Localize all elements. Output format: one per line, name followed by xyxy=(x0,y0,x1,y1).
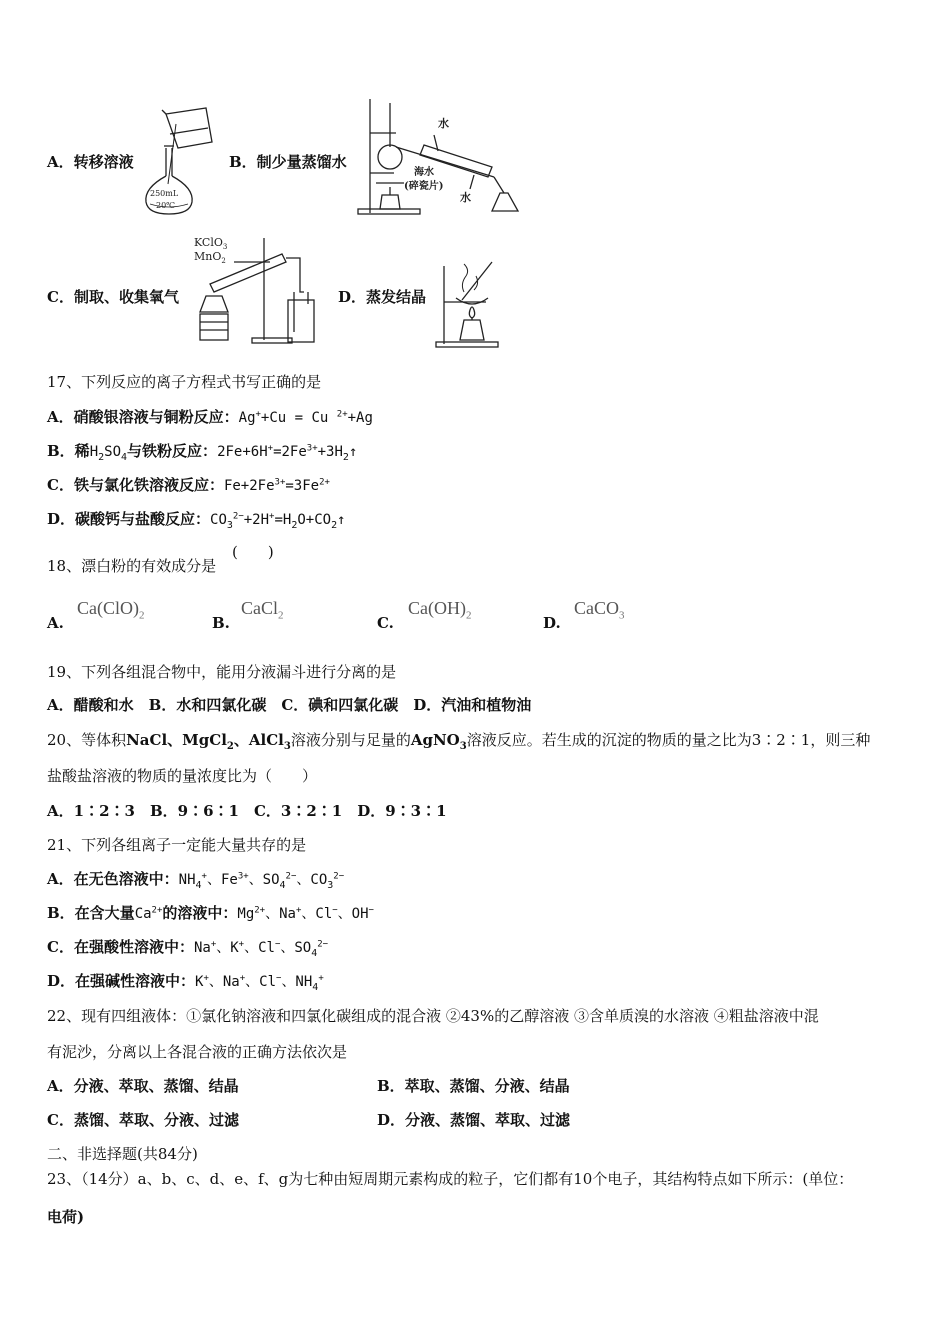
q18-formula-c: $Ca(OH)_2$ xyxy=(408,598,472,622)
q17-option-b: B．稀$H_2SO_4$与铁粉反应：$2Fe+6H^+=2Fe^{3+}+3H_2↑$ xyxy=(47,442,358,463)
q22-option-b: B．萃取、蒸馏、分液、结晶 xyxy=(377,1077,570,1095)
q22-stem-line2: 有泥沙，分离以上各混合液的正确方法依次是 xyxy=(47,1043,348,1061)
option-b-label: B．制少量蒸馏水 xyxy=(229,153,347,171)
q17-stem: 17、下列反应的离子方程式书写正确的是 xyxy=(47,373,322,391)
q18-formula-d: CaCO$_3$ xyxy=(574,598,625,622)
q22-option-d: D．分液、蒸馏、萃取、过滤 xyxy=(377,1111,571,1129)
q19-stem: 19、下列各组混合物中，能用分液漏斗进行分离的是 xyxy=(47,663,397,681)
water-inlet-label: 水 xyxy=(438,117,449,130)
q18-option-d: D. xyxy=(543,614,561,632)
q21-option-c: C．在强酸性溶液中：Na+、K+、Cl−、$SO_4^{2-}$ xyxy=(47,938,329,959)
mno2-label: MnO$_2$ xyxy=(194,250,226,265)
q18-formula-a: $Ca(ClO)_2$ xyxy=(77,598,145,622)
option-a-label: A．转移溶液 xyxy=(47,153,134,171)
q21-option-d: D．在强碱性溶液中：K+、Na+、Cl−、$NH_4^+$ xyxy=(47,972,324,993)
flask-volume-text: 250mL xyxy=(150,189,179,198)
q22-option-a: A．分液、萃取、蒸馏、结晶 xyxy=(47,1077,239,1095)
distillation-apparatus-figure xyxy=(354,97,529,219)
q21-option-b: B．在含大量$Ca^{2+}$的溶液中：$Mg^{2+}$、Na+、Cl−、OH− xyxy=(47,904,374,922)
q18-option-b: B. xyxy=(212,614,230,632)
oxygen-preparation-figure xyxy=(192,232,327,347)
option-c-label: C．制取、收集氧气 xyxy=(47,288,179,306)
q19-options: A．醋酸和水 B．水和四氯化碳 C．碘和四氯化碳 D．汽油和植物油 xyxy=(47,696,532,714)
q18-option-a: A. xyxy=(47,614,64,632)
q22-stem-line1: 22、现有四组液体：①氯化钠溶液和四氯化碳组成的混合液 ②43%的乙醇溶液 ③含单质溴的水溶液 ④粗盐溶液中混 xyxy=(47,1007,819,1025)
q20-stem-line2: 盐酸盐溶液的物质的量浓度比为（ ） xyxy=(47,767,318,785)
section-heading: 二、非选择题(共84分) xyxy=(47,1145,198,1163)
q22-option-c: C．蒸馏、萃取、分液、过滤 xyxy=(47,1111,239,1129)
flask-temp-text: 20℃ xyxy=(156,201,176,210)
q17-option-d: D．碳酸钙与盐酸反应：$CO_3^{2-}+2H^+=H_2O+CO_2↑$ xyxy=(47,510,346,531)
evaporation-figure xyxy=(434,258,502,350)
q21-stem: 21、下列各组离子一定能大量共存的是 xyxy=(47,836,307,854)
volumetric-flask-figure xyxy=(138,104,218,219)
q18-paren: ( ) xyxy=(232,543,274,561)
q18-option-c: C. xyxy=(377,614,394,632)
kclo3-label: KClO$_3$ xyxy=(194,236,228,251)
q18-formula-b: CaCl$_2$ xyxy=(241,598,284,622)
water-outlet-label: 水 xyxy=(460,191,471,204)
q23-stem-line1: 23、（14分）a、b、c、d、e、f、g为七种由短周期元素构成的粒子，它们都有10个电子，其结构特点如下所示：(单位： xyxy=(47,1170,854,1188)
q20-stem-line1: 20、等体积NaCl、MgCl$_2$、AlCl$_3$溶液分别与足量的AgNO$_3$溶液反应。若生成的沉淀的物质的量之比为3∶2∶1，则三种 xyxy=(47,731,871,752)
q17-option-a: A．硝酸银溶液与铜粉反应：Ag++Cu = Cu $^{2+}$+Ag xyxy=(47,408,373,426)
q21-option-a: A．在无色溶液中：$NH_4^+$、$Fe^{3+}$、$SO_4^{2-}$、$CO_3^{2-}$ xyxy=(47,870,345,891)
seawater-label: 海水 xyxy=(414,167,434,178)
q20-options: A．1∶2∶3 B．9∶6∶1 C．3∶2∶1 D．9∶3∶1 xyxy=(47,802,447,820)
q23-stem-line2: 电荷) xyxy=(47,1208,85,1226)
q18-stem: 18、漂白粉的有效成分是 xyxy=(47,557,217,575)
porcelain-label: (碎瓷片) xyxy=(404,181,444,192)
option-d-label: D．蒸发结晶 xyxy=(338,288,427,306)
q17-option-c: C．铁与氯化铁溶液反应：$Fe+2Fe^{3+}=3Fe^{2+}$ xyxy=(47,476,330,494)
